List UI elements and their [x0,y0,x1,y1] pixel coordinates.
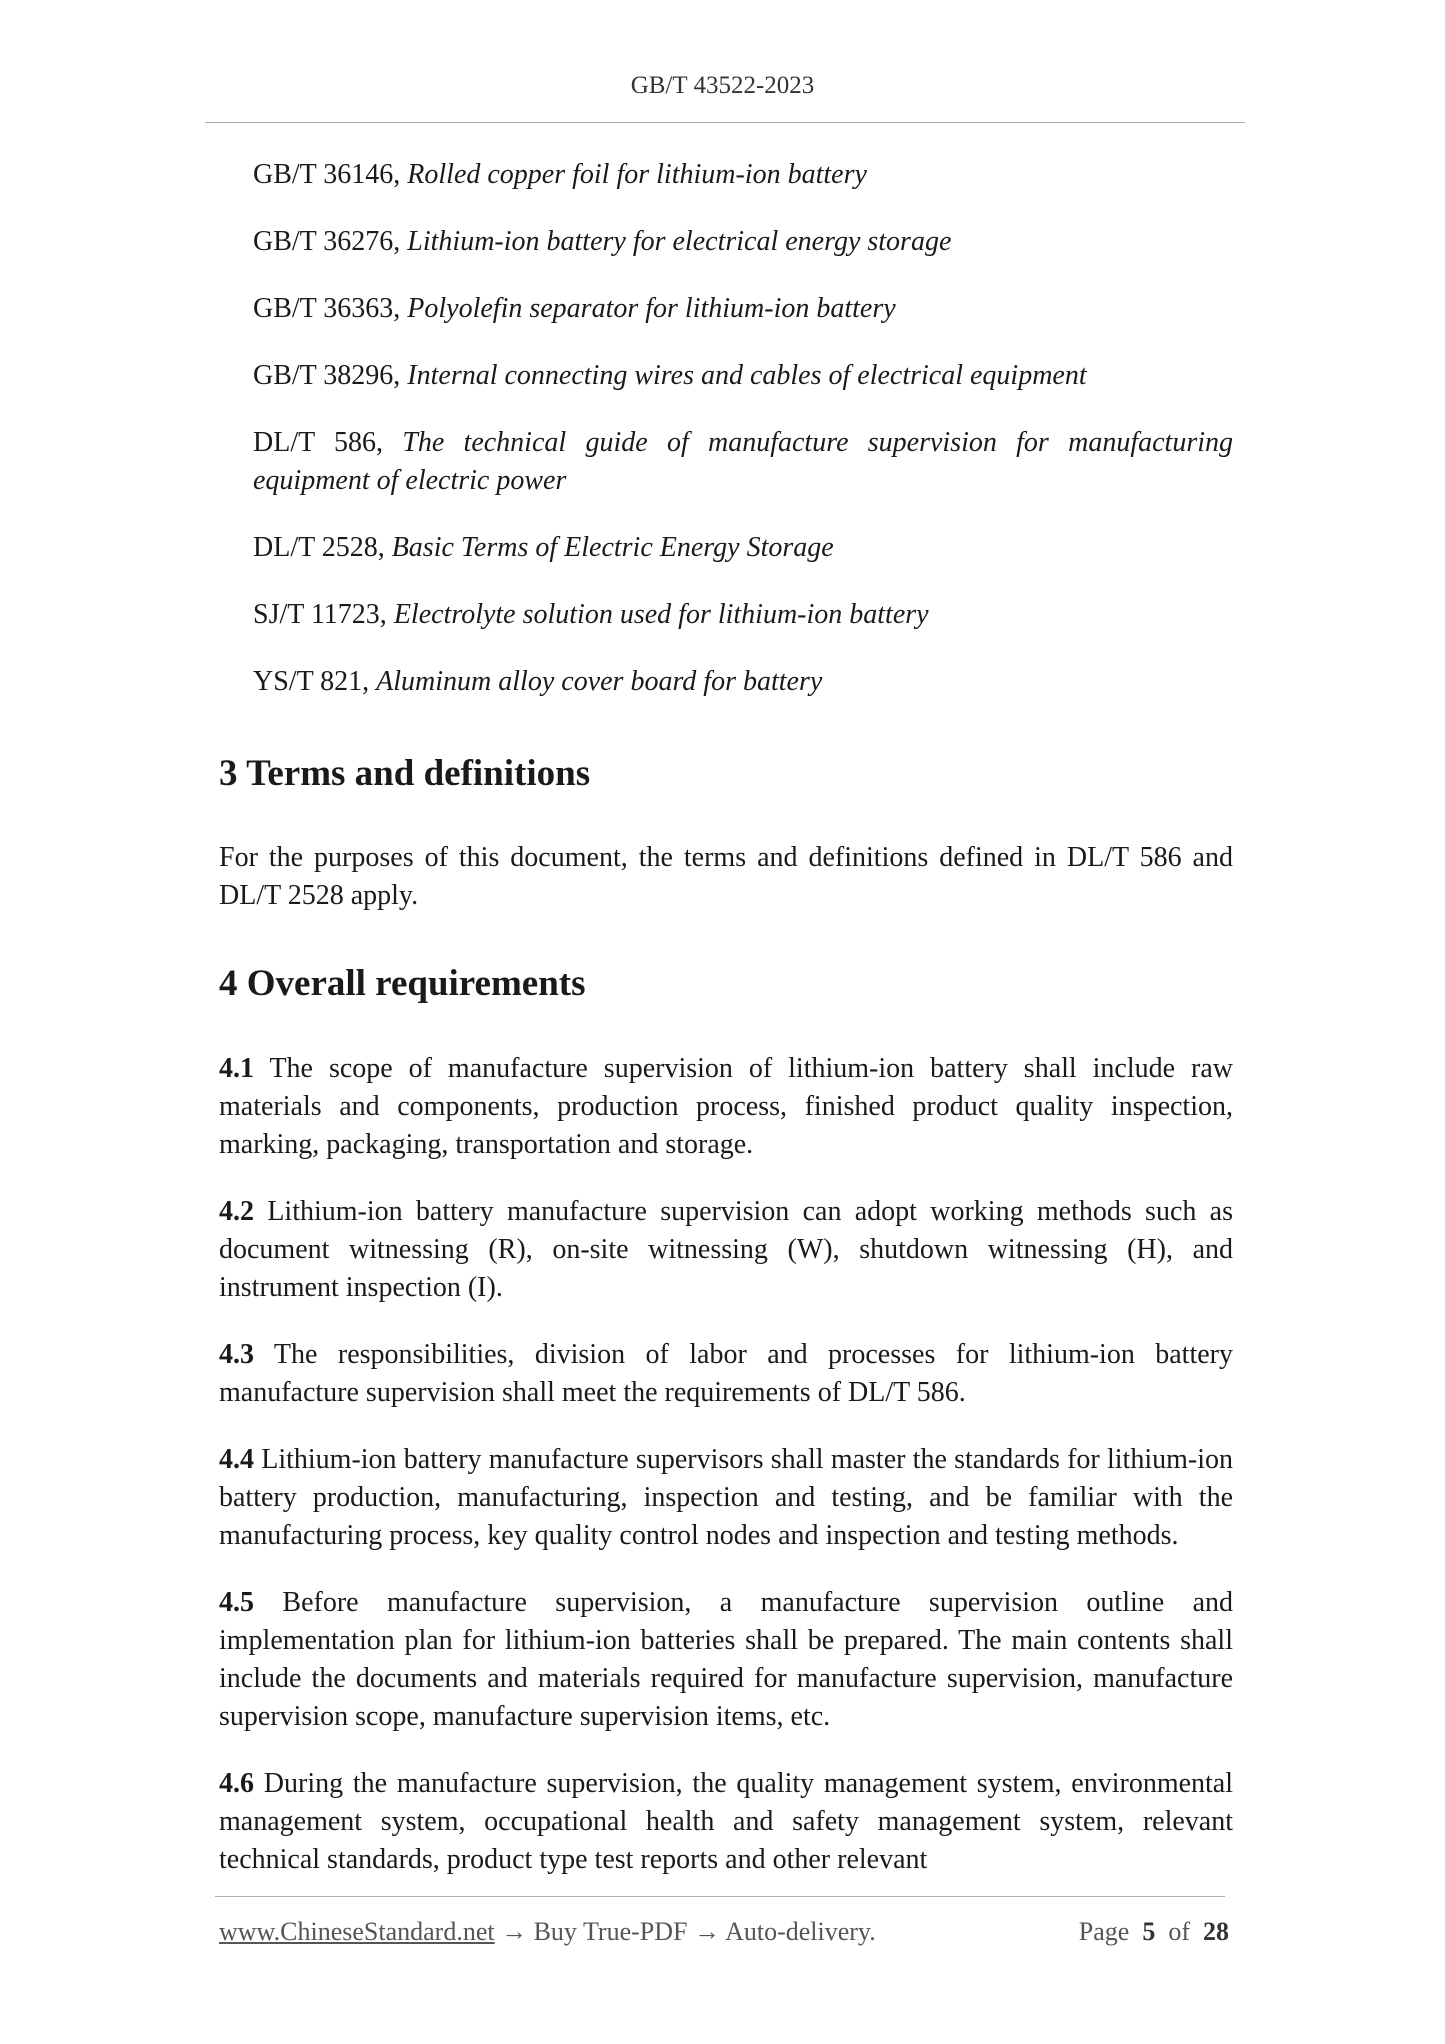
clause-text: Before manufacture supervision, a manufacture supervision outline and implementation plan for lithium-ion batteries shall be prepared. The main contents shall include the documents and materials required for manufacture supervision, manufacture supervision scope, manufacture supervision items, etc. [219,1587,1234,1732]
clause-paragraph [219,1441,1233,1555]
reference-item [253,529,1233,567]
reference-item [253,596,1233,634]
reference-code: GB/T 36276, [253,226,401,257]
reference-code: DL/T 586, [253,427,383,458]
section-3-heading: 3 Terms and definitions [219,753,591,794]
clause-number: 4.2 [219,1196,254,1227]
reference-item [253,424,1233,500]
reference-title: Electrolyte solution used for lithium-ion battery [393,599,929,630]
reference-item [253,223,1233,261]
footer-divider [215,1896,1225,1897]
section-4-heading: 4 Overall requirements [219,963,586,1004]
clause-text: During the manufacture supervision, the quality management system, environmental management system, occupational health and safety management system, relevant technical standards, product type test reports and other relevant [219,1768,1234,1875]
clause-number: 4.1 [219,1053,254,1084]
reference-title: Internal connecting wires and cables of electrical equipment [407,360,1087,391]
reference-code: GB/T 38296, [253,360,401,391]
page-current: 5 [1142,1917,1156,1946]
website-link[interactable]: www.ChineseStandard.net [219,1917,495,1946]
reference-code: GB/T 36146, [253,159,401,190]
reference-item [253,156,1233,194]
reference-code: SJ/T 11723, [253,599,387,630]
reference-title: Aluminum alloy cover board for battery [376,666,823,697]
reference-title: Rolled copper foil for lithium-ion battery [407,159,867,190]
reference-title: Polyolefin separator for lithium-ion battery [407,293,896,324]
auto-delivery-text: Auto-delivery. [725,1917,876,1946]
clause-paragraph [219,1765,1233,1879]
clause-text: The scope of manufacture supervision of lithium-ion battery shall include raw materials and components, production process, finished product quality inspection, marking, packaging, transportation and storage. [219,1053,1233,1160]
reference-item [253,663,1233,701]
page-total: 28 [1203,1917,1229,1946]
arrow-right-icon: → [694,1917,720,1946]
clause-paragraph [219,1193,1233,1307]
page-footer [219,1917,1229,1947]
clause-paragraph [219,1584,1233,1736]
clause-number: 4.6 [219,1768,254,1799]
clause-number: 4.3 [219,1339,254,1370]
section-4-body [219,1050,1233,1908]
buy-pdf-text: Buy True-PDF [533,1917,688,1946]
normative-references-list [253,156,1233,730]
header-divider [205,122,1245,123]
reference-item [253,290,1233,328]
reference-item [253,357,1233,395]
clause-paragraph [219,1050,1233,1164]
clause-number: 4.5 [219,1587,254,1618]
section-3-text: For the purposes of this document, the terms and definitions defined in DL/T 586 and DL/T 2528 apply. [219,842,1233,911]
reference-title: Lithium-ion battery for electrical energy storage [407,226,952,257]
reference-code: YS/T 821, [253,666,370,697]
reference-title: Basic Terms of Electric Energy Storage [391,532,834,563]
page-label: Page [1078,1917,1130,1946]
reference-code: DL/T 2528, [253,532,385,563]
page-number [1079,1917,1229,1947]
header-standard-number: GB/T 43522-2023 [630,72,815,99]
page-of-label: of [1168,1917,1190,1946]
clause-text: The responsibilities, division of labor and processes for lithium-ion battery manufacture supervision shall meet the requirements of DL/T 586. [219,1339,1233,1408]
arrow-right-icon: → [501,1917,528,1946]
clause-text: Lithium-ion battery manufacture supervisors shall master the standards for lithium-ion battery production, manufacturing, inspection and testing, and be familiar with the manufacturing process, key quality control nodes and inspection and testing methods. [219,1444,1233,1551]
clause-paragraph [219,1336,1233,1412]
reference-code: GB/T 36363, [253,293,401,324]
clause-number: 4.4 [219,1444,254,1475]
section-3-body [219,839,1233,944]
reference-title: The technical guide of manufacture supervision for manufacturing equipment of electric power [253,427,1233,496]
clause-text: Lithium-ion battery manufacture supervision can adopt working methods such as document witnessing (R), on-site witnessing (W), shutdown witnessing (H), and instrument inspection (I). [219,1196,1234,1303]
